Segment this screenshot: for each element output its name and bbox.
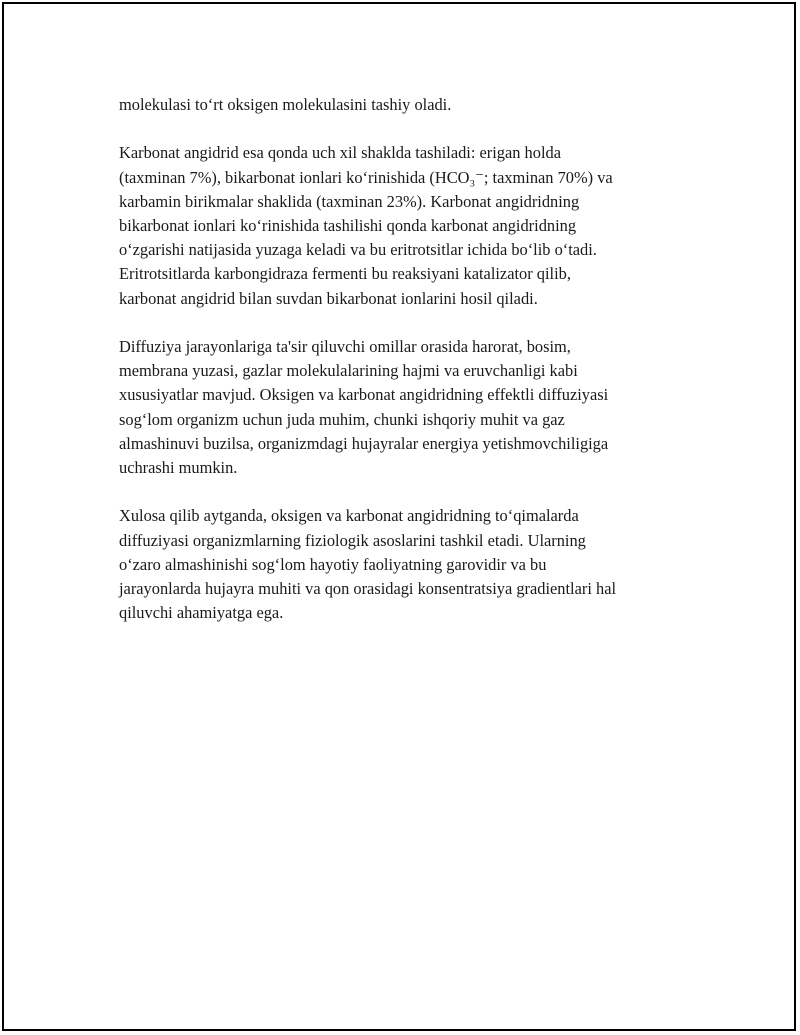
text-line: diffuziyasi organizmlarning fiziologik asoslarini tashkil etadi. Ularning [119,530,586,550]
text-line: o‘zaro almashinishi sog‘lom hayotiy faoliyatning garovidir va bu [119,554,547,574]
text-line: (taxminan 7%), bikarbonat ionlari ko‘rinishida (HCO₃⁻; taxminan 70%) va [119,167,613,187]
text-line: sog‘lom organizm uchun juda muhim, chunki ishqoriy muhit va gaz [119,409,565,429]
text-line: qiluvchi ahamiyatga ega. [119,603,284,623]
text-line: o‘zgarishi natijasida yuzaga keladi va bu eritrotsitlar ichida bo‘lib o‘tadi. [119,240,597,260]
paragraph-3 [119,335,691,480]
paragraph-4 [119,504,691,625]
text-line: bikarbonat ionlari ko‘rinishida tashilishi qonda karbonat angidridning [119,216,577,235]
text-line: jarayonlarda hujayra muhiti va qon orasidagi konsentratsiya gradientlari hal [119,579,617,599]
text-line: xususiyatlar mavjud. Oksigen va karbonat angidridning effektli diffuziyasi [119,385,609,405]
paragraph-2 [119,141,691,310]
text-line: membrana yuzasi, gazlar molekulalarining hajmi va eruvchanligi kabi [119,361,578,381]
text-line: uchrashi mumkin. [119,458,238,478]
text-line: Karbonat angidrid esa qonda uch xil shaklda tashiladi: erigan holda [119,143,561,163]
text-line: molekulasi to‘rt oksigen molekulasini tashiy oladi. [119,95,452,114]
text-line: karbonat angidrid bilan suvdan bikarbonat ionlarini hosil qiladi. [119,288,538,308]
document-page [2,2,796,1031]
text-line: Xulosa qilib aytganda, oksigen va karbonat angidridning to‘qimalarda [119,506,579,526]
text-line: almashinuvi buzilsa, organizmdagi hujayralar energiya yetishmovchiligiga [119,433,609,453]
document-body [119,93,691,650]
text-line: Eritrotsitlarda karbongidraza fermenti bu reaksiyani katalizator qilib, [119,264,571,284]
text-line: Diffuziya jarayonlariga ta'sir qiluvchi omillar orasida harorat, bosim, [119,337,571,356]
text-line: karbamin birikmalar shaklida (taxminan 23%). Karbonat angidridning [119,191,580,211]
paragraph-1 [119,93,691,117]
